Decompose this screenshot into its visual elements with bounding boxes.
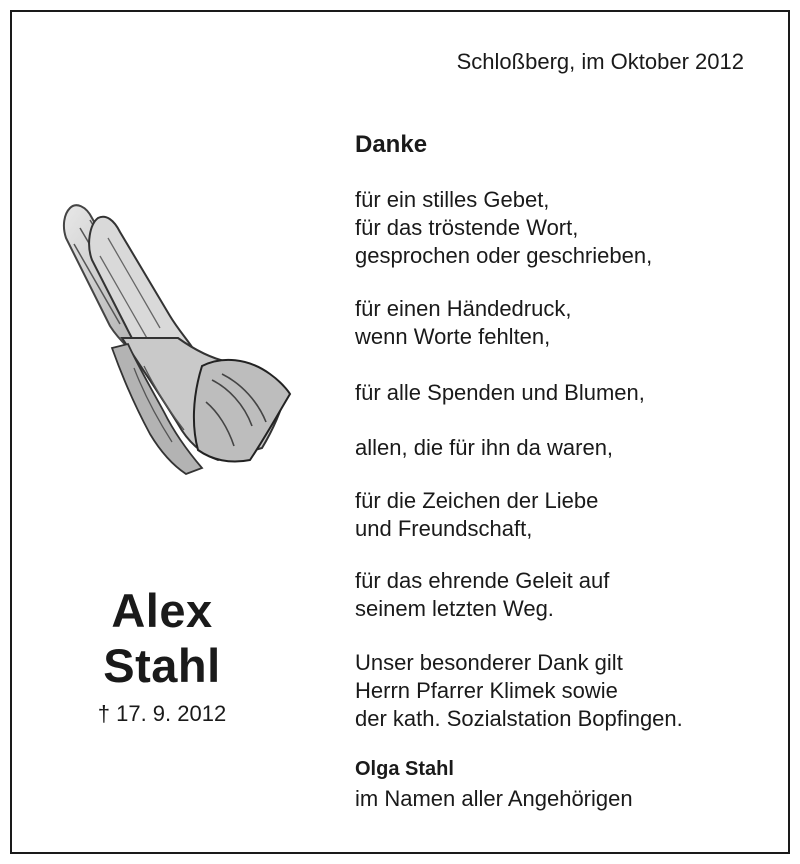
signature-name: Olga Stahl bbox=[355, 758, 454, 780]
text-line: für das tröstende Wort, bbox=[355, 215, 579, 240]
text-line: für alle Spenden und Blumen, bbox=[355, 380, 645, 405]
paragraph-haendedruck bbox=[355, 295, 571, 351]
death-date: † 17. 9. 2012 bbox=[97, 701, 227, 726]
paragraph-allen bbox=[355, 434, 613, 462]
deceased-last-name: Stahl bbox=[103, 639, 221, 692]
paragraph-dank bbox=[355, 649, 683, 733]
text-line: und Freundschaft, bbox=[355, 516, 533, 541]
deceased-first-name: Alex bbox=[111, 584, 213, 637]
place-date: Schloßberg, im Oktober 2012 bbox=[456, 49, 744, 74]
text-line: gesprochen oder geschrieben, bbox=[355, 243, 653, 268]
text-line: der kath. Sozialstation Bopfingen. bbox=[355, 706, 683, 731]
text-line: Unser besonderer Dank gilt bbox=[355, 650, 623, 675]
heading-danke: Danke bbox=[355, 131, 428, 158]
text-line: Herrn Pfarrer Klimek sowie bbox=[355, 678, 618, 703]
text-line: für ein stilles Gebet, bbox=[355, 187, 550, 212]
text-line: seinem letzten Weg. bbox=[355, 596, 554, 621]
text-line: für das ehrende Geleit auf bbox=[355, 568, 610, 593]
text-line: allen, die für ihn da waren, bbox=[355, 435, 614, 460]
text-line: wenn Worte fehlten, bbox=[355, 324, 551, 349]
paragraph-spenden bbox=[355, 379, 645, 407]
praying-hands-icon bbox=[52, 198, 292, 486]
paragraph-zeichen bbox=[355, 487, 598, 543]
text-line: für die Zeichen der Liebe bbox=[355, 488, 599, 513]
paragraph-gebet bbox=[355, 186, 652, 270]
text-line: für einen Händedruck, bbox=[355, 296, 572, 321]
paragraph-geleit bbox=[355, 567, 609, 623]
signature-subtitle: im Namen aller Angehörigen bbox=[355, 786, 633, 811]
